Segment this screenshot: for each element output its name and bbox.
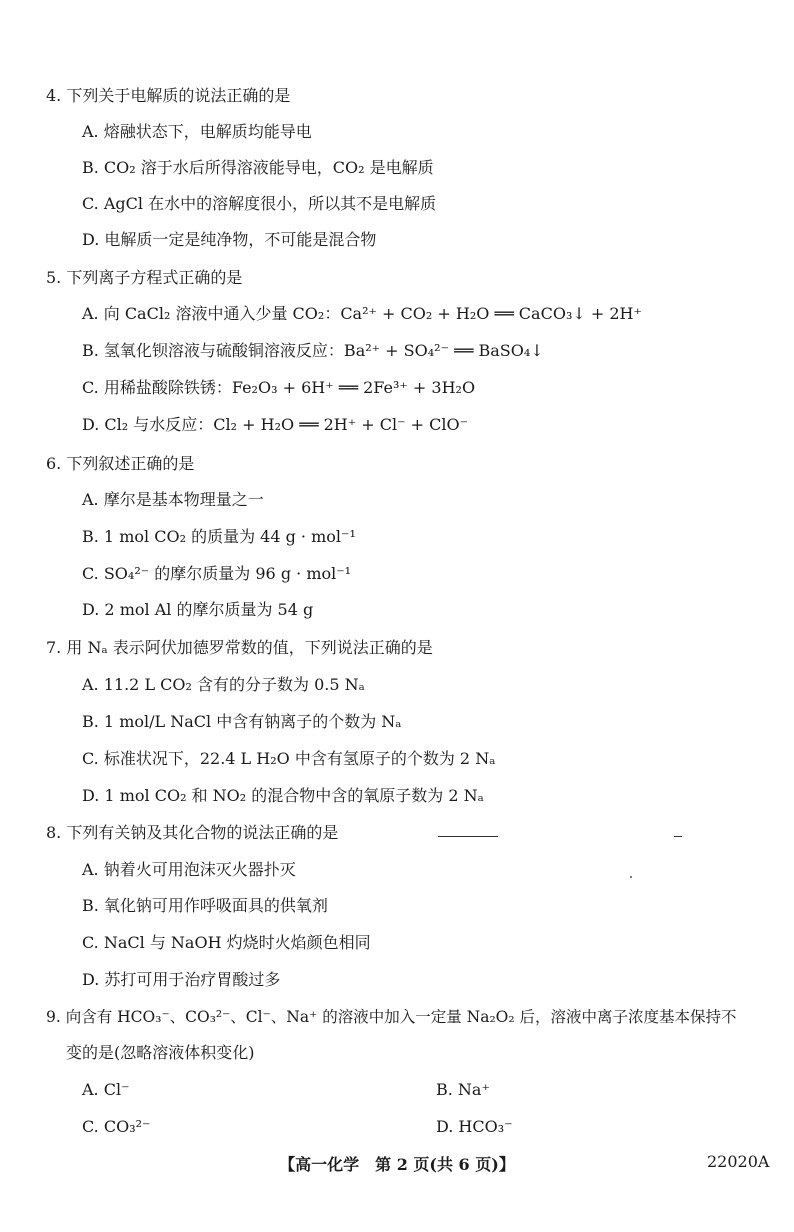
question-4-stem: 4. 下列关于电解质的说法正确的是 <box>46 86 291 105</box>
question-7-option-c: C. 标准状况下，22.4 L H₂O 中含有氢原子的个数为 2 Nₐ <box>82 749 496 768</box>
question-4-option-d: D. 电解质一定是纯净物，不可能是混合物 <box>82 230 377 249</box>
exam-code: 22020A <box>707 1152 770 1171</box>
question-6-option-d: D. 2 mol Al 的摩尔质量为 54 g <box>82 600 314 619</box>
question-5-option-d: D. Cl₂ 与水反应：Cl₂ + H₂O ══ 2H⁺ + Cl⁻ + ClO⁻ <box>82 415 469 434</box>
question-8-stem: 8. 下列有关钠及其化合物的说法正确的是 <box>46 823 339 842</box>
question-9-option-a: A. Cl⁻ <box>82 1080 130 1099</box>
question-5-stem: 5. 下列离子方程式正确的是 <box>46 268 243 287</box>
question-6-option-b: B. 1 mol CO₂ 的质量为 44 g · mol⁻¹ <box>82 527 356 546</box>
question-4-option-b: B. CO₂ 溶于水后所得溶液能导电，CO₂ 是电解质 <box>82 158 434 177</box>
question-7-option-a: A. 11.2 L CO₂ 含有的分子数为 0.5 Nₐ <box>82 675 365 694</box>
question-5-option-c: C. 用稀盐酸除铁锈：Fe₂O₃ + 6H⁺ ══ 2Fe³⁺ + 3H₂O <box>82 378 476 397</box>
question-6-option-c: C. SO₄²⁻ 的摩尔质量为 96 g · mol⁻¹ <box>82 564 352 583</box>
question-9-option-d: D. HCO₃⁻ <box>436 1117 513 1136</box>
question-8-option-a: A. 钠着火可用泡沫灭火器扑灭 <box>82 860 296 879</box>
question-8-option-d: D. 苏打可用于治疗胃酸过多 <box>82 970 281 989</box>
question-7-stem: 7. 用 Nₐ 表示阿伏加德罗常数的值，下列说法正确的是 <box>46 638 433 657</box>
question-9-option-c: C. CO₃²⁻ <box>82 1117 151 1136</box>
question-6-stem: 6. 下列叙述正确的是 <box>46 454 195 473</box>
scan-mark <box>630 876 632 878</box>
scan-mark <box>438 836 498 837</box>
question-8-option-c: C. NaCl 与 NaOH 灼烧时火焰颜色相同 <box>82 933 371 952</box>
question-9-option-b: B. Na⁺ <box>436 1080 490 1099</box>
question-7-option-d: D. 1 mol CO₂ 和 NO₂ 的混合物中含的氧原子数为 2 Nₐ <box>82 786 484 805</box>
question-9-stem-line-1: 9. 向含有 HCO₃⁻、CO₃²⁻、Cl⁻、Na⁺ 的溶液中加入一定量 Na₂O₂ 后，溶液中离子浓度基本保持不 <box>46 1008 737 1026</box>
scan-mark <box>674 836 682 837</box>
question-8-option-b: B. 氧化钠可用作呼吸面具的供氧剂 <box>82 896 328 915</box>
question-7-option-b: B. 1 mol/L NaCl 中含有钠离子的个数为 Nₐ <box>82 712 402 731</box>
page-footer: 【高一化学 第 2 页(共 6 页)】 <box>279 1155 515 1174</box>
question-5-option-a: A. 向 CaCl₂ 溶液中通入少量 CO₂：Ca²⁺ + CO₂ + H₂O ══ CaCO₃↓ + 2H⁺ <box>82 304 642 323</box>
question-4-option-c: C. AgCl 在水中的溶解度很小，所以其不是电解质 <box>82 194 437 213</box>
question-9-stem-line-2: 变的是(忽略溶液体积变化) <box>66 1043 255 1062</box>
question-6-option-a: A. 摩尔是基本物理量之一 <box>82 490 264 509</box>
question-5-option-b: B. 氢氧化钡溶液与硫酸铜溶液反应：Ba²⁺ + SO₄²⁻ ══ BaSO₄↓ <box>82 341 544 360</box>
question-4-option-a: A. 熔融状态下，电解质均能导电 <box>82 122 312 141</box>
